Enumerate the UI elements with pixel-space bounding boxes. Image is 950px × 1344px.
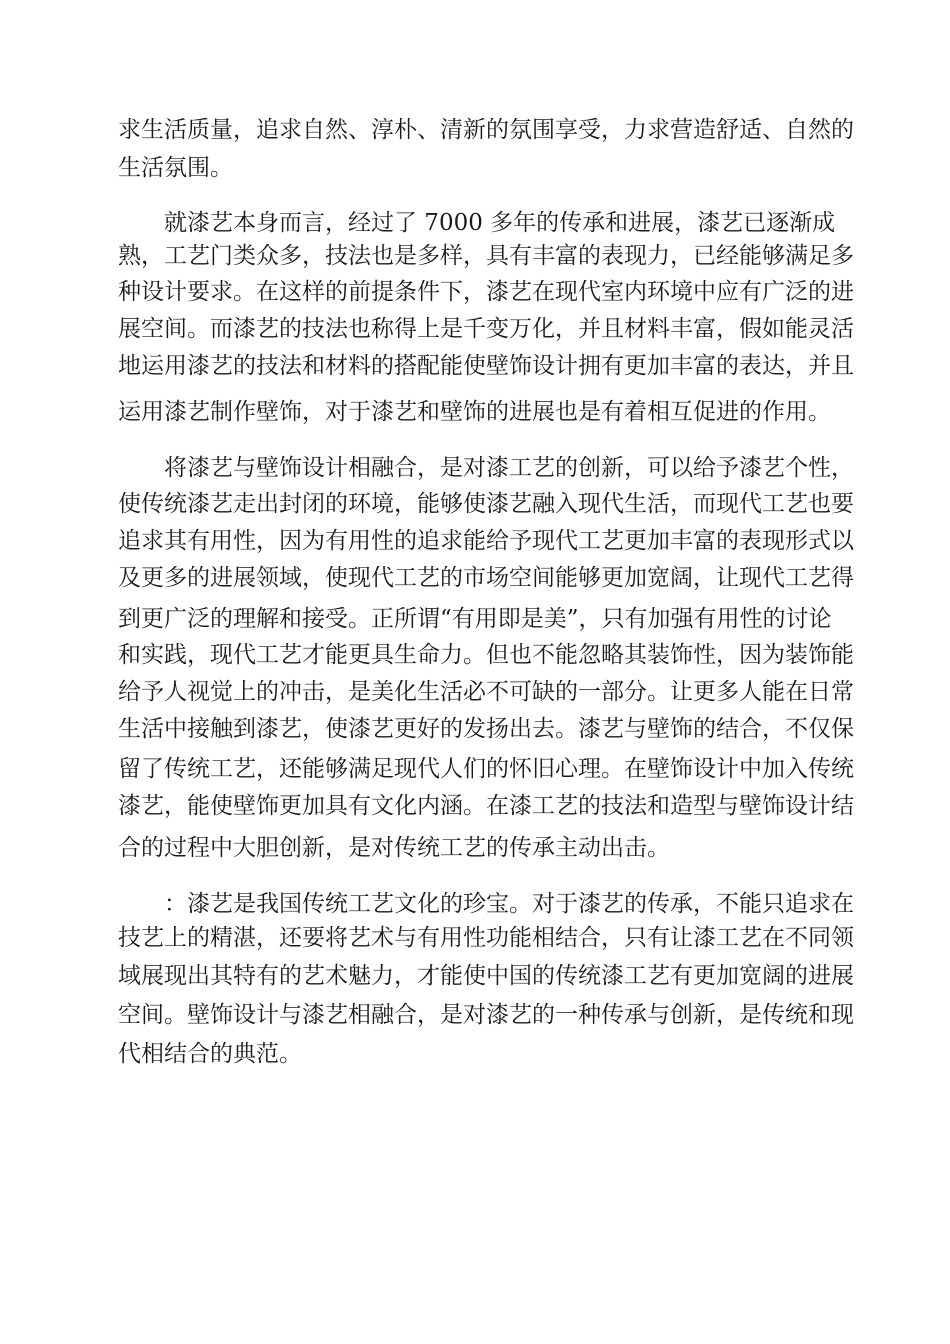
- text-line: 生活氛围。: [118, 155, 233, 181]
- text-line: 合的过程中大胆创新，是对传统工艺的传承主动出击。: [118, 835, 670, 861]
- text-line: 展空间。而漆艺的技法也称得上是千变万化，并且材料丰富，假如能灵活: [118, 316, 854, 342]
- text-line: 域展现出其特有的艺术魅力，才能使中国的传统漆工艺有更加宽阔的进展: [118, 963, 854, 989]
- text-line: 空间。壁饰设计与漆艺相融合，是对漆艺的一种传承与创新，是传统和现: [118, 1002, 854, 1028]
- text-line: 给予人视觉上的冲击，是美化生活必不可缺的一部分。让更多人能在日常: [118, 679, 854, 705]
- text-line: 地运用漆艺的技法和材料的搭配能使壁饰设计拥有更加丰富的表达，并且: [118, 353, 854, 379]
- text-line: 就漆艺本身而言，经过了 7000 多年的传承和进展，漆艺已逐渐成: [164, 210, 836, 236]
- text-line: 代相结合的典范。: [118, 1041, 302, 1067]
- text-line: ：漆艺是我国传统工艺文化的珍宝。对于漆艺的传承，不能只追求在: [164, 891, 854, 917]
- text-line: 求生活质量，追求自然、淳朴、清新的氛围享受，力求营造舒适、自然的: [118, 117, 854, 143]
- text-line: 运用漆艺制作壁饰，对于漆艺和壁饰的进展也是有着相互促进的作用。: [118, 399, 831, 425]
- text-line: 熟，工艺门类众多，技法也是多样，具有丰富的表现力，已经能够满足多: [118, 243, 854, 269]
- text-line: 种设计要求。在这样的前提条件下，漆艺在现代室内环境中应有广泛的进: [118, 279, 854, 305]
- text-line: 留了传统工艺，还能够满足现代人们的怀旧心理。在壁饰设计中加入传统: [118, 756, 854, 782]
- text-line: 将漆艺与壁饰设计相融合，是对漆工艺的创新，可以给予漆艺个性，: [164, 455, 854, 481]
- text-line: 使传统漆艺走出封闭的环境，能够使漆艺融入现代生活，而现代工艺也要: [118, 491, 854, 517]
- text-line: 到更广泛的理解和接受。正所谓“有用即是美”，只有加强有用性的讨论: [118, 606, 832, 632]
- text-line: 追求其有用性，因为有用性的追求能给予现代工艺更加丰富的表现形式以: [118, 528, 854, 554]
- text-line: 漆艺，能使壁饰更加具有文化内涵。在漆工艺的技法和造型与壁饰设计结: [118, 793, 854, 819]
- text-line: 生活中接触到漆艺，使漆艺更好的发扬出去。漆艺与壁饰的结合，不仅保: [118, 716, 854, 742]
- text-line: 和实践，现代工艺才能更具生命力。但也不能忽略其装饰性，因为装饰能: [118, 642, 854, 668]
- text-line: 技艺上的精湛，还要将艺术与有用性功能相结合，只有让漆工艺在不同领: [118, 925, 854, 951]
- text-line: 及更多的进展领域，使现代工艺的市场空间能够更加宽阔，让现代工艺得: [118, 565, 854, 591]
